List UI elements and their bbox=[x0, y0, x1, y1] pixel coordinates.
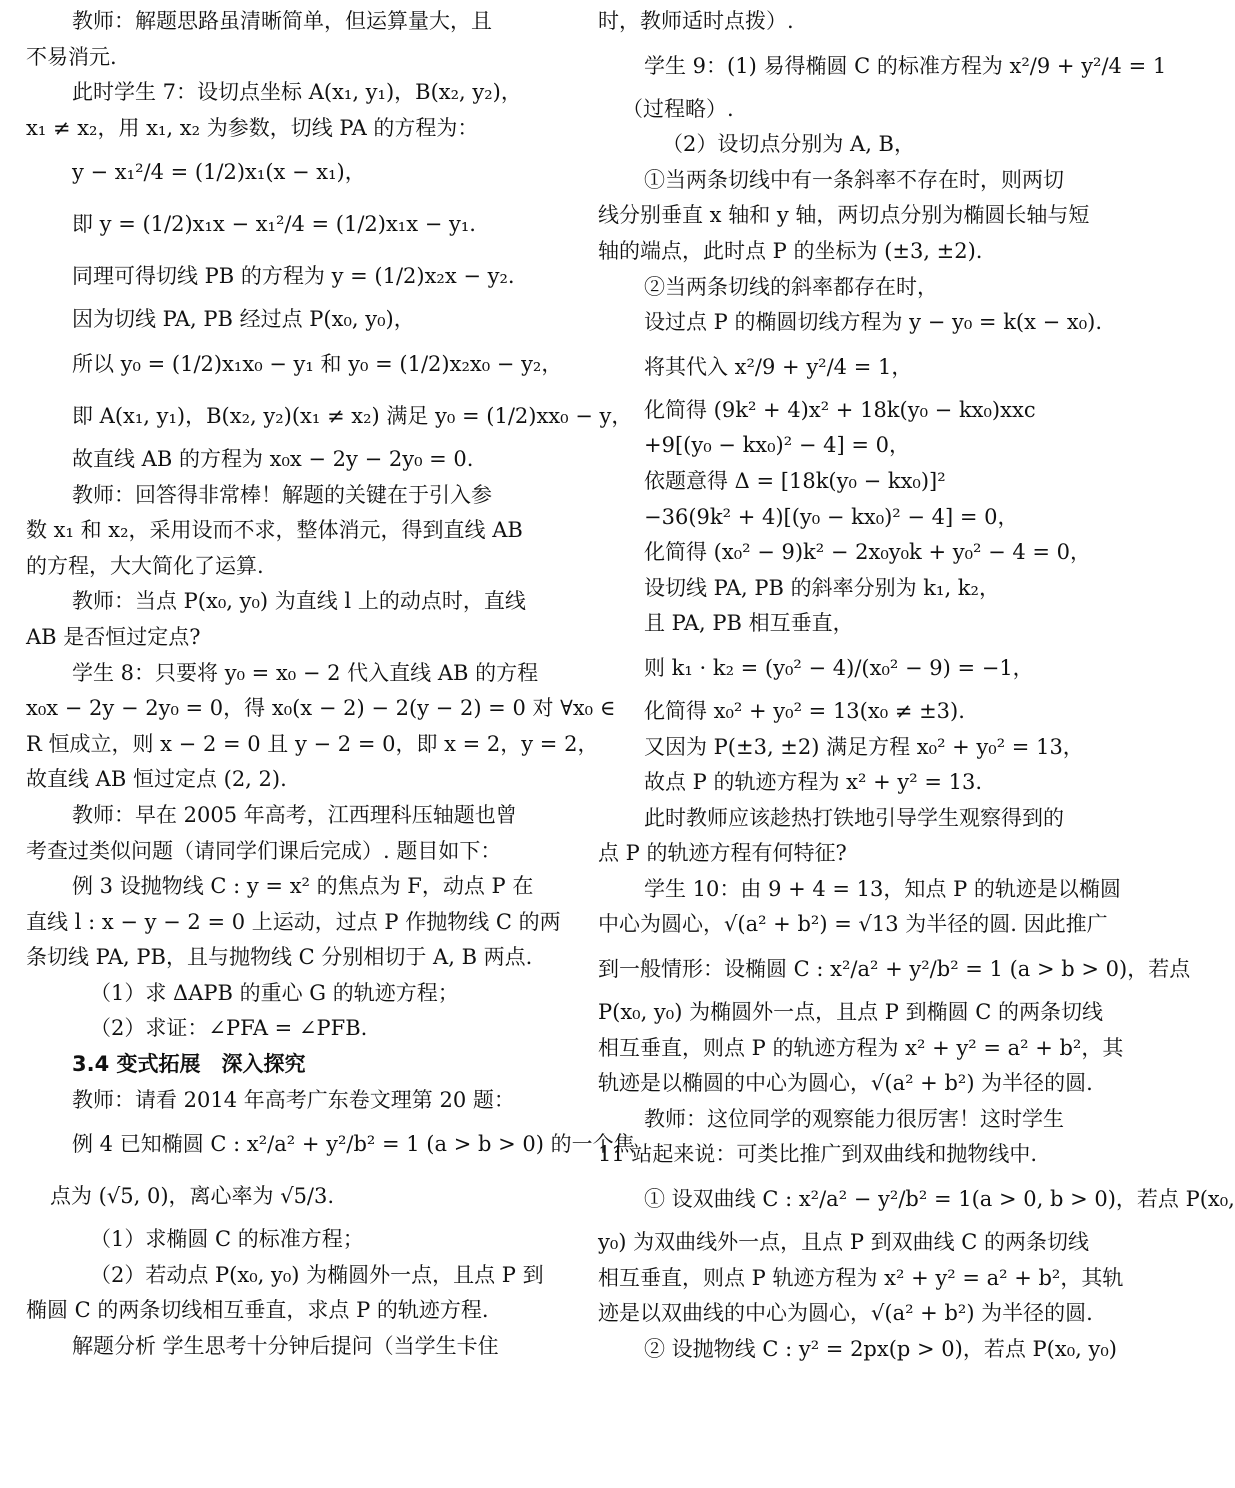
left-text-line: 考查过类似问题（请同学们课后完成）. 题目如下： bbox=[26, 838, 502, 863]
right-text-line: 学生 9：(1) 易得椭圆 C 的标准方程为 x²/9 + y²/4 = 1 bbox=[644, 53, 1167, 78]
right-text-line: 教师：这位同学的观察能力很厉害！这时学生 bbox=[644, 1106, 1064, 1131]
right-text-line: 化简得 (x₀² − 9)k² − 2x₀y₀k + y₀² − 4 = 0， bbox=[644, 540, 1092, 565]
left-text-line: （1）求 ΔAPB 的重心 G 的轨迹方程； bbox=[90, 980, 459, 1005]
left-text-line: （1）求椭圆 C 的标准方程； bbox=[90, 1227, 364, 1252]
left-text-line: 椭圆 C 的两条切线相互垂直，求点 P 的轨迹方程. bbox=[26, 1298, 489, 1323]
right-text-line: （2）设切点分别为 A, B， bbox=[662, 132, 915, 157]
left-text-line: 教师：早在 2005 年高考，江西理科压轴题也曾 bbox=[72, 802, 517, 827]
left-column bbox=[26, 4, 635, 1365]
left-text-line: AB 是否恒过定点? bbox=[26, 624, 201, 649]
left-text-line: 例 4 已知椭圆 C : x²/a² + y²/b² = 1 (a > b > 0) 的一个焦 bbox=[72, 1132, 635, 1157]
right-text-line: −36(9k² + 4)[(y₀ − kx₀)² − 4] = 0， bbox=[644, 504, 1019, 529]
right-text-line: y₀) 为双曲线外一点，且点 P 到双曲线 C 的两条切线 bbox=[598, 1230, 1090, 1255]
right-text-line: 轨迹是以椭圆的中心为圆心，√(a² + b²) 为半径的圆. bbox=[598, 1071, 1093, 1096]
left-text-line: 故直线 AB 的方程为 x₀x − 2y − 2y₀ = 0. bbox=[72, 446, 474, 471]
right-text-line: 设切线 PA, PB 的斜率分别为 k₁, k₂， bbox=[644, 575, 1000, 600]
right-text-line: ①当两条切线中有一条斜率不存在时，则两切 bbox=[644, 167, 1064, 192]
right-text-line: 依题意得 Δ = [18k(y₀ − kx₀)]² bbox=[644, 468, 946, 493]
right-text-line: 又因为 P(±3, ±2) 满足方程 x₀² + y₀² = 13， bbox=[644, 734, 1084, 759]
left-text-line: x₀x − 2y − 2y₀ = 0，得 x₀(x − 2) − 2(y − 2) = 0 对 ∀x₀ ∈ bbox=[26, 696, 616, 721]
left-text-line: （2）求证：∠PFA = ∠PFB. bbox=[90, 1016, 368, 1041]
left-text-line: x₁ ≠ x₂，用 x₁, x₂ 为参数，切线 PA 的方程为： bbox=[26, 115, 479, 140]
right-text-line: 轴的端点，此时点 P 的坐标为 (±3, ±2). bbox=[598, 238, 983, 263]
right-text-line: 则 k₁ · k₂ = (y₀² − 4)/(x₀² − 9) = −1， bbox=[644, 655, 1034, 680]
left-text-line: 所以 y₀ = (1/2)x₁x₀ − y₁ 和 y₀ = (1/2)x₂x₀ − y₂， bbox=[72, 351, 563, 376]
right-text-line: 化简得 (9k² + 4)x² + 18k(y₀ − kx₀)xxc bbox=[644, 397, 1036, 422]
right-text-line: P(x₀, y₀) 为椭圆外一点，且点 P 到椭圆 C 的两条切线 bbox=[598, 1000, 1103, 1025]
right-text-line: ②当两条切线的斜率都存在时， bbox=[644, 274, 938, 299]
left-text-line: 3.4 变式拓展 深入探究 bbox=[72, 1052, 306, 1077]
right-text-line: 中心为圆心，√(a² + b²) = √13 为半径的圆. 因此推广 bbox=[598, 912, 1108, 937]
left-text-line: （2）若动点 P(x₀, y₀) 为椭圆外一点，且点 P 到 bbox=[90, 1262, 544, 1287]
right-text-line: 学生 10：由 9 + 4 = 13，知点 P 的轨迹是以椭圆 bbox=[644, 876, 1121, 901]
right-text-line: 化简得 x₀² + y₀² = 13(x₀ ≠ ±3). bbox=[644, 698, 965, 723]
left-text-line: 即 y = (1/2)x₁x − x₁²/4 = (1/2)x₁x − y₁. bbox=[72, 212, 476, 237]
right-text-line: 设过点 P 的椭圆切线方程为 y − y₀ = k(x − x₀). bbox=[644, 310, 1103, 335]
right-text-line: 此时教师应该趁热打铁地引导学生观察得到的 bbox=[644, 805, 1064, 830]
left-text-line: 条切线 PA, PB，且与抛物线 C 分别相切于 A, B 两点. bbox=[26, 945, 533, 970]
left-text-line: 点为 (√5, 0)，离心率为 √5/3. bbox=[50, 1184, 335, 1209]
left-text-line: 教师：回答得非常棒！解题的关键在于引入参 bbox=[72, 482, 492, 507]
left-text-line: R 恒成立，则 x − 2 = 0 且 y − 2 = 0，即 x = 2，y = 2， bbox=[26, 731, 599, 756]
left-text-line: y − x₁²/4 = (1/2)x₁(x − x₁)， bbox=[72, 160, 366, 185]
left-text-line: 不易消元. bbox=[26, 44, 117, 69]
right-text-line: 迹是以双曲线的中心为圆心，√(a² + b²) 为半径的圆. bbox=[598, 1301, 1093, 1326]
left-text-line: 即 A(x₁, y₁)，B(x₂, y₂)(x₁ ≠ x₂) 满足 y₀ = (1/2)xx₀ − y， bbox=[72, 403, 633, 428]
right-column bbox=[598, 4, 1235, 1367]
left-text-line: 的方程，大大简化了运算. bbox=[26, 553, 264, 578]
right-text-line: 点 P 的轨迹方程有何特征? bbox=[598, 841, 847, 866]
right-text-line: 将其代入 x²/9 + y²/4 = 1， bbox=[644, 354, 913, 379]
left-text-line: 教师：解题思路虽清晰简单，但运算量大，且 bbox=[72, 9, 492, 33]
right-text-line: ① 设双曲线 C : x²/a² − y²/b² = 1(a > 0, b > 0)，若点 P(x₀, bbox=[644, 1187, 1235, 1212]
right-text-line: 线分别垂直 x 轴和 y 轴，两切点分别为椭圆长轴与短 bbox=[598, 203, 1090, 228]
right-text-line: 相互垂直，则点 P 轨迹方程为 x² + y² = a² + b²，其轨 bbox=[598, 1265, 1124, 1290]
right-text-line: +9[(y₀ − kx₀)² − 4] = 0， bbox=[644, 433, 910, 458]
left-text-line: 因为切线 PA, PB 经过点 P(x₀, y₀)， bbox=[72, 307, 415, 332]
right-text-line: 相互垂直，则点 P 的轨迹方程为 x² + y² = a² + b²，其 bbox=[598, 1035, 1124, 1060]
left-text-line: 此时学生 7：设切点坐标 A(x₁, y₁)，B(x₂, y₂)， bbox=[72, 80, 522, 105]
left-text-line: 解题分析 学生思考十分钟后提问（当学生卡住 bbox=[72, 1334, 499, 1359]
right-text-line: 11 站起来说：可类比推广到双曲线和抛物线中. bbox=[598, 1142, 1038, 1167]
right-text-line: 故点 P 的轨迹方程为 x² + y² = 13. bbox=[644, 770, 982, 795]
right-text-line: 到一般情形：设椭圆 C : x²/a² + y²/b² = 1 (a > b > 0)，若点 bbox=[598, 957, 1191, 982]
left-text-line: 例 3 设抛物线 C : y = x² 的焦点为 F，动点 P 在 bbox=[72, 874, 534, 899]
left-text-line: 故直线 AB 恒过定点 (2, 2). bbox=[26, 767, 287, 792]
left-text-line: 学生 8：只要将 y₀ = x₀ − 2 代入直线 AB 的方程 bbox=[72, 660, 539, 685]
left-text-line: 数 x₁ 和 x₂，采用设而不求，整体消元，得到直线 AB bbox=[26, 518, 523, 543]
left-text-line: 教师：当点 P(x₀, y₀) 为直线 l 上的动点时，直线 bbox=[72, 589, 526, 614]
left-text-line: 同理可得切线 PB 的方程为 y = (1/2)x₂x − y₂. bbox=[72, 264, 515, 289]
right-text-line: （过程略）. bbox=[622, 96, 734, 121]
left-text-line: 直线 l : x − y − 2 = 0 上运动，过点 P 作抛物线 C 的两 bbox=[26, 909, 561, 934]
right-text-line: 时，教师适时点拨）. bbox=[598, 9, 794, 33]
left-text-line: 教师：请看 2014 年高考广东卷文理第 20 题： bbox=[72, 1087, 515, 1112]
right-text-line: ② 设抛物线 C : y² = 2px(p > 0)，若点 P(x₀, y₀) bbox=[644, 1336, 1117, 1361]
right-text-line: 且 PA, PB 相互垂直， bbox=[644, 611, 854, 636]
